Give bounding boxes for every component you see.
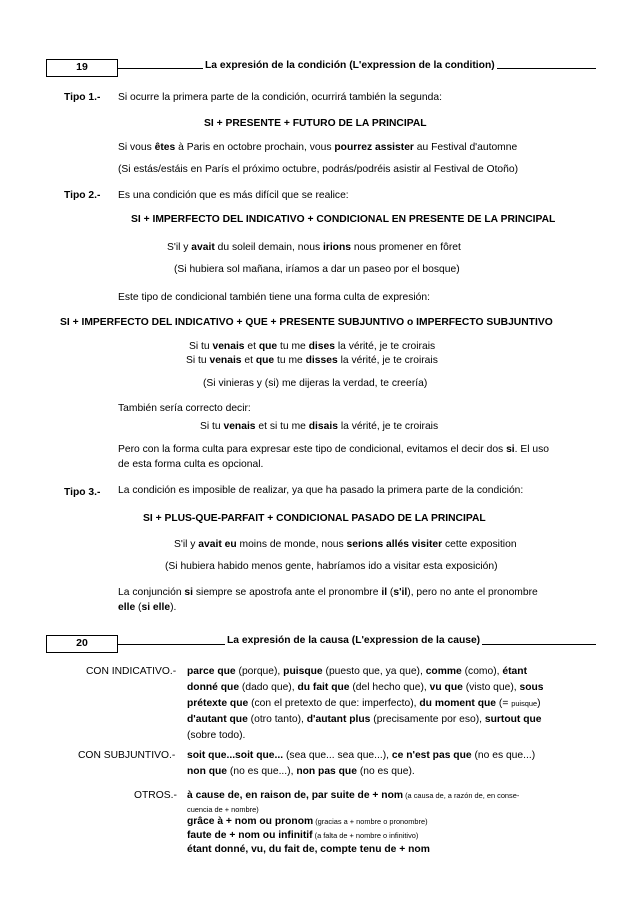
indicativo-line-5: (sobre todo). [187,730,246,741]
otros-line-3: grâce à + nom ou pronom (gracias a + nombre o pronombre) [187,816,428,827]
section-19-title: La expresión de la condición (L'expression de la condition) [205,60,495,71]
otros-label: OTROS.- [134,790,177,801]
tipo-3-label: Tipo 3.- [64,487,101,498]
tipo-2-culta-example-2: Si tu venais et que tu me disses la vérité, je te croirais [186,355,438,366]
tipo-2-example-fr: S'il y avait du soleil demain, nous irions nous promener en fôret [167,242,461,253]
section-20-number: 20 [76,637,88,649]
indicativo-line-1: parce que (porque), puisque (puesto que, ya que), comme (como), étant [187,666,527,677]
section-19-number-box [46,59,118,77]
tipo-3-note-line-2: elle (si elle). [118,602,177,613]
tipo-3-formula: SI + PLUS-QUE-PARFAIT + CONDICIONAL PASADO DE LA PRINCIPAL [143,513,486,524]
tipo-2-correct-example: Si tu venais et si tu me disais la vérité, je te croirais [200,421,439,432]
subjuntivo-line-2: non que (no es que...), non pas que (no es que). [187,766,415,777]
tipo-1-label: Tipo 1.- [64,92,101,103]
tipo-1-example-fr: Si vous êtes à Paris en octobre prochain, vous pourrez assister au Festival d'automne [118,142,518,153]
tipo-2-correct-intro: También sería correcto decir: [118,403,251,414]
tipo-3-example-es: (Si hubiera habido menos gente, habríamos ido a visitar esta exposición) [165,561,498,572]
section-20-number-box [46,635,118,653]
otros-line-5: étant donné, vu, du fait de, compte tenu de + nom [187,844,430,855]
tipo-2-formula-culta: SI + IMPERFECTO DEL INDICATIVO + QUE + PRESENTE SUBJUNTIVO o IMPERFECTO SUBJUNTIVO [60,317,553,328]
tipo-2-formula: SI + IMPERFECTO DEL INDICATIVO + CONDICIONAL EN PRESENTE DE LA PRINCIPAL [131,214,556,225]
indicativo-line-3: prétexte que (con el pretexto de que: imperfecto), du moment que (= puisque) [187,698,541,709]
tipo-3-note-line-1: La conjunción si siempre se apostrofa ante el pronombre il (s'il), pero no ante el pronombre [118,587,538,598]
indicativo-line-2: donné que (dado que), du fait que (del hecho que), vu que (visto que), sous [187,682,544,693]
otros-line-2: cuencia de + nombre) [187,805,259,814]
otros-line-4: faute de + nom ou infinitif (a falta de + nombre o infinitivo) [187,830,419,841]
indicativo-line-4: d'autant que (otro tanto), d'autant plus (precisamente por eso), surtout que [187,714,542,725]
tipo-1-formula: SI + PRESENTE + FUTURO DE LA PRINCIPAL [204,118,427,129]
tipo-2-culta-example-1: Si tu venais et que tu me dises la vérité, je te croirais [189,341,436,352]
section-19-number: 19 [76,61,88,73]
tipo-2-culta-intro: Este tipo de condicional también tiene una forma culta de expresión: [118,292,430,303]
tipo-1-intro: Si ocurre la primera parte de la condición, ocurrirá también la segunda: [118,92,442,103]
section-20-title: La expresión de la causa (L'expression de la cause) [227,635,481,646]
con-indicativo-label: CON INDICATIVO.- [86,666,177,677]
tipo-2-culta-example-es: (Si vinieras y (si) me dijeras la verdad, te creería) [203,378,428,389]
subjuntivo-line-1: soit que...soit que... (sea que... sea que...), ce n'est pas que (no es que...) [187,750,536,761]
tipo-3-intro: La condición es imposible de realizar, ya que ha pasado la primera parte de la condición: [118,485,524,496]
otros-line-1: à cause de, en raison de, par suite de + nom (a causa de, a razón de, en conse- [187,790,520,801]
tipo-2-label: Tipo 2.- [64,190,101,201]
tipo-2-example-es: (Si hubiera sol mañana, iríamos a dar un paseo por el bosque) [174,264,460,275]
tipo-3-example-fr: S'il y avait eu moins de monde, nous serions allés visiter cette exposition [174,539,517,550]
con-subjuntivo-label: CON SUBJUNTIVO.- [78,750,176,761]
tipo-1-example-es: (Si estás/estáis en París el próximo octubre, podrás/podréis asistir al Festival de Otoño) [118,164,519,175]
tipo-2-note-line-2: de esta forma culta es opcional. [118,459,264,470]
tipo-2-intro: Es una condición que es más difícil que se realice: [118,190,349,201]
tipo-2-note-line-1: Pero con la forma culta para expresar este tipo de condicional, evitamos el decir dos si. El uso [118,444,549,455]
